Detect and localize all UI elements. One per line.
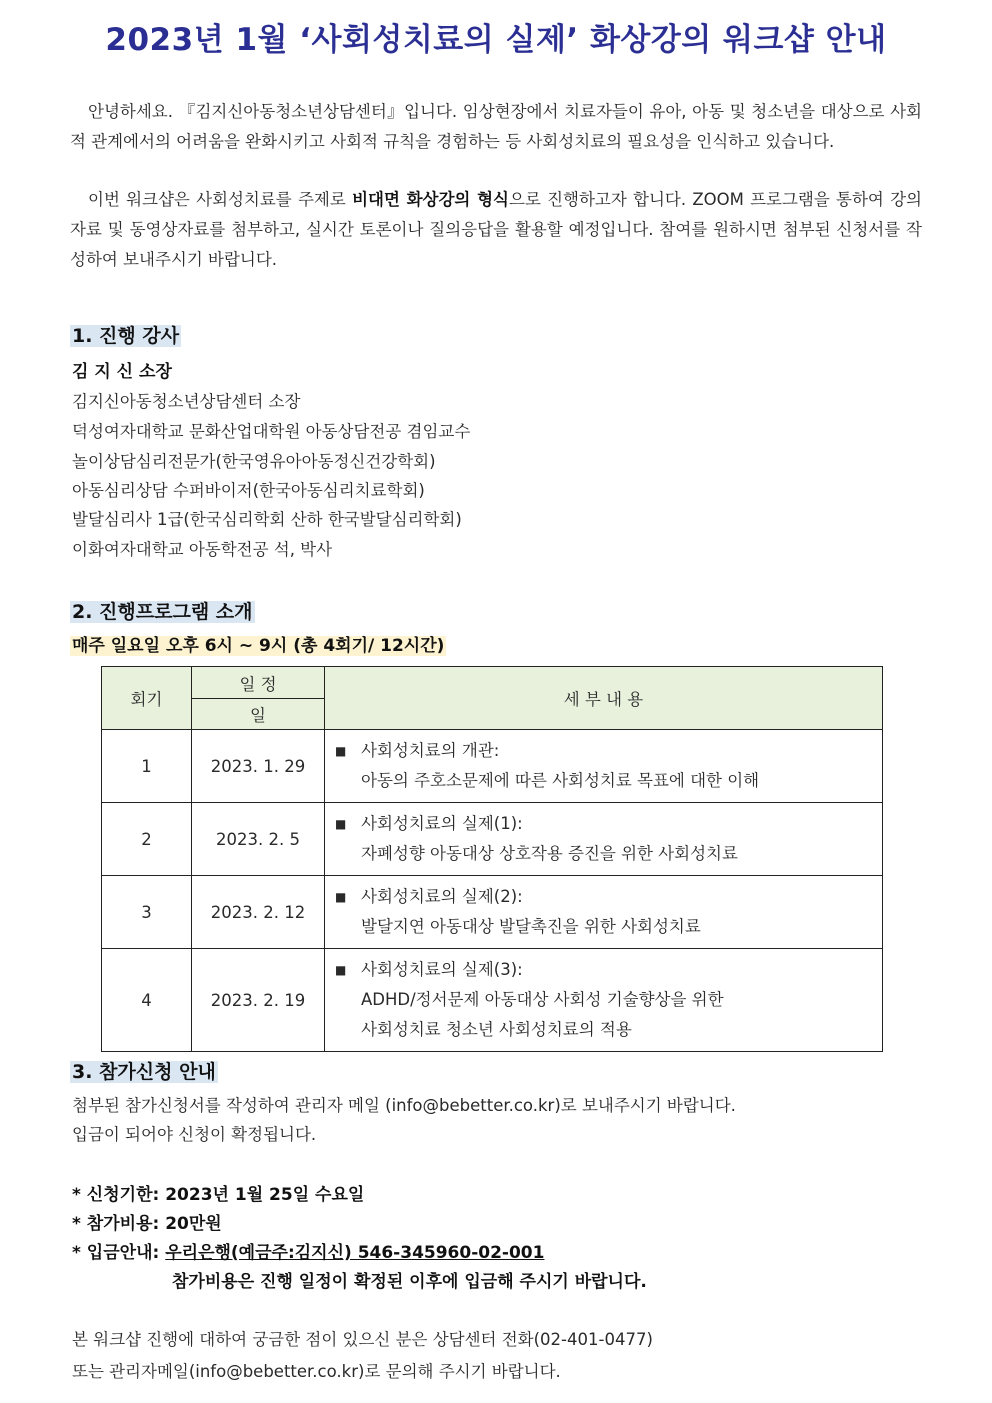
detail-line <box>335 809 882 839</box>
section3-heading <box>70 1057 218 1084</box>
detail-line <box>335 882 882 912</box>
section1-heading <box>70 321 181 348</box>
contact-line-2: 또는 관리자메일(info@bebetter.co.kr)로 문의해 주시기 바랍니다. <box>72 1362 561 1381</box>
section2-heading <box>70 597 255 624</box>
detail-line-text: 사회성치료의 실제(2): <box>361 887 523 906</box>
intro-p2-text-before: 이번 워크샵은 사회성치료를 주제로 <box>88 190 353 209</box>
credential-item: 놀이상담심리전문가(한국영유아아동정신건강학회) <box>72 452 436 471</box>
intro-p2-emphasis: 비대면 화상강의 형식 <box>352 190 509 209</box>
intro-paragraph-1: 안녕하세요. 『김지신아동청소년상담센터』입니다. 임상현장에서 치료자들이 유아, 아동 및 청소년을 대상으로 사회적 관계에서의 어려움을 완화시키고 사회적 규칙을 경험하는 등 사회성치료의 필요성을 인식하고 있습니다. <box>70 102 922 151</box>
header-schedule-top: 일 정 <box>192 667 325 699</box>
contact-line-1: 본 워크샵 진행에 대하여 궁금한 점이 있으신 분은 상담센터 전화(02-401-0477) <box>72 1330 653 1349</box>
session-date: 2023. 2. 5 <box>192 803 325 876</box>
payment-note: 참가비용은 진행 일정이 확정된 이후에 입금해 주시기 바랍니다. <box>172 1272 647 1292</box>
schedule-table <box>101 666 883 1052</box>
session-detail <box>325 876 883 949</box>
bullet-square-icon: ■ <box>335 963 347 977</box>
fee-info: * 참가비용: 20만원 <box>72 1214 222 1234</box>
schedule-note-text: 매주 일요일 오후 6시 ~ 9시 (총 4회기/ 12시간) <box>72 636 445 656</box>
deadline-info: * 신청기한: 2023년 1월 25일 수요일 <box>72 1185 365 1205</box>
detail-line-text: 사회성치료의 실제(1): <box>361 814 523 833</box>
session-number: 2 <box>102 803 192 876</box>
detail-line: ADHD/정서문제 아동대상 사회성 기술향상을 위한 <box>361 990 724 1009</box>
schedule-note <box>70 631 446 656</box>
section3-heading-text: 3. 참가신청 안내 <box>72 1061 216 1083</box>
session-date: 2023. 1. 29 <box>192 730 325 803</box>
session-detail <box>325 949 883 1052</box>
detail-line: 발달지연 아동대상 발달촉진을 위한 사회성치료 <box>361 917 701 936</box>
section2-heading-text: 2. 진행프로그램 소개 <box>72 601 253 623</box>
intro-p2-text-after: 으로 진행하고자 합니다. ZOOM 프로그램을 통하여 강의자료 및 동영상자료를 첨부하고, 실시간 토론이나 질의응답을 활용할 예정입니다. 참여를 원하시면 첨부된 신청서를 작성하여 보내주시기 바랍니다. <box>70 190 922 269</box>
section1-heading-text: 1. 진행 강사 <box>72 325 180 347</box>
session-number: 4 <box>102 949 192 1052</box>
header-detail: 세 부 내 용 <box>325 667 883 730</box>
session-date: 2023. 2. 19 <box>192 949 325 1052</box>
document-title: 2023년 1월 ‘사회성치료의 실제’ 화상강의 워크샵 안내 <box>105 22 887 58</box>
credential-item: 김지신아동청소년상담센터 소장 <box>72 392 301 411</box>
table-row <box>102 876 883 949</box>
bullet-square-icon: ■ <box>335 817 347 831</box>
session-number: 3 <box>102 876 192 949</box>
session-detail <box>325 803 883 876</box>
table-row <box>102 949 883 1052</box>
session-number: 1 <box>102 730 192 803</box>
bullet-square-icon: ■ <box>335 744 347 758</box>
credential-item: 이화여자대학교 아동학전공 석, 박사 <box>72 540 333 559</box>
bullet-square-icon: ■ <box>335 890 347 904</box>
detail-line-text: 사회성치료의 실제(3): <box>361 960 523 979</box>
detail-line <box>335 736 882 766</box>
detail-line: 사회성치료 청소년 사회성치료의 적용 <box>361 1020 632 1039</box>
detail-line <box>335 955 882 985</box>
detail-line: 자폐성향 아동대상 상호작용 증진을 위한 사회성치료 <box>361 844 738 863</box>
credential-item: 발달심리사 1급(한국심리학회 산하 한국발달심리학회) <box>72 510 462 529</box>
session-detail <box>325 730 883 803</box>
header-schedule-bottom: 일 <box>192 699 325 730</box>
instructor-name: 김 지 신 소장 <box>72 362 172 382</box>
detail-line: 아동의 주호소문제에 따른 사회성치료 목표에 대한 이해 <box>361 771 760 790</box>
intro-paragraph-2 <box>70 185 922 275</box>
table-row <box>102 730 883 803</box>
header-session: 회기 <box>102 667 192 730</box>
session-date: 2023. 2. 12 <box>192 876 325 949</box>
account-value: 우리은행(예금주:김지신) 546-345960-02-001 <box>165 1243 545 1263</box>
account-label: * 입금안내: <box>72 1243 166 1263</box>
detail-line-text: 사회성치료의 개관: <box>361 741 500 760</box>
application-instruction: 첨부된 참가신청서를 작성하여 관리자 메일 (info@bebetter.co.kr)로 보내주시기 바랍니다. <box>72 1096 736 1115</box>
table-row <box>102 803 883 876</box>
credential-item: 아동심리상담 수퍼바이저(한국아동심리치료학회) <box>72 481 425 500</box>
confirmation-note: 입금이 되어야 신청이 확정됩니다. <box>72 1125 317 1144</box>
credential-item: 덕성여자대학교 문화산업대학원 아동상담전공 겸임교수 <box>72 422 471 441</box>
account-info <box>72 1238 544 1263</box>
